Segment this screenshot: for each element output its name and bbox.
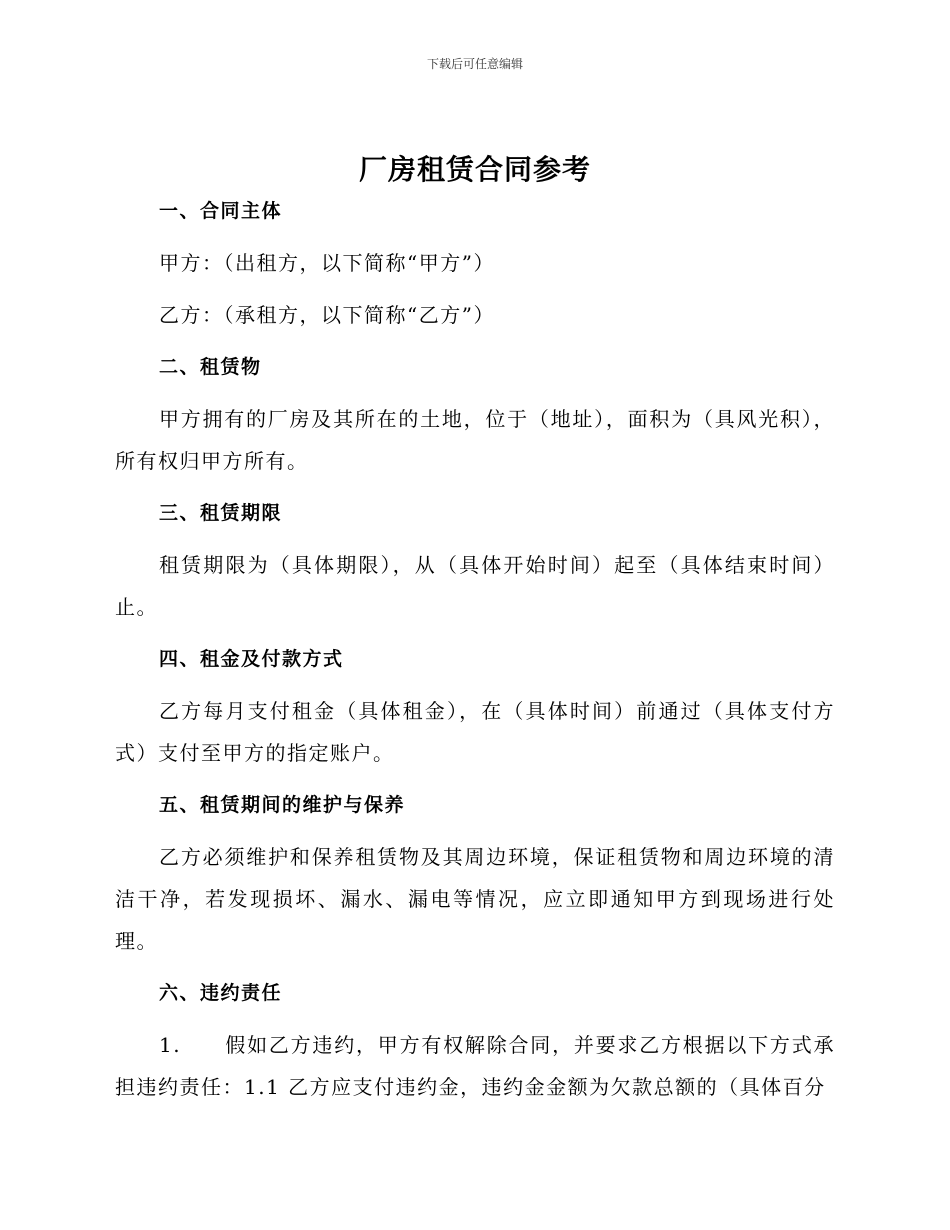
section-heading-liability: 六、违约责任: [159, 982, 283, 1004]
liability-item-1: [115, 1024, 835, 1108]
section-heading-lease-term: 三、租赁期限: [159, 502, 283, 524]
document-body: [115, 190, 835, 1118]
section-heading-leased-property: 二、租赁物: [159, 356, 262, 378]
liability-item-1-text: 假如乙方违约，甲方有权解除合同，并要求乙方根据以下方式承担违约责任：1.1 乙方应支付违约金，违约金金额为欠款总额的（具体百分: [115, 1033, 835, 1099]
lease-term-text: 租赁期限为（具体期限），从（具体开始时间）起至（具体结束时间）止。: [115, 553, 835, 619]
leased-property-text: 甲方拥有的厂房及其所在的土地，位于（地址），面积为（具风光积），所有权归甲方所有。: [115, 407, 835, 473]
rent-payment-text: 乙方每月支付租金（具体租金），在（具体时间）前通过（具体支付方式）支付至甲方的指定账户。: [115, 699, 835, 765]
liability-item-1-number: 1.: [159, 1033, 182, 1057]
document-title: 厂房租赁合同参考: [358, 153, 591, 186]
section-heading-contract-parties: 一、合同主体: [159, 200, 283, 222]
header-note: 下载后可任意编辑: [426, 57, 523, 71]
section-heading-maintenance: 五、租赁期间的维护与保养: [159, 794, 406, 816]
party-a-line: 甲方：（出租方，以下简称“甲方”）: [159, 251, 495, 275]
maintenance-text: 乙方必须维护和保养租赁物及其周边环境，保证租赁物和周边环境的清洁干净，若发现损坏、漏水、漏电等情况，应立即通知甲方到现场进行处理。: [115, 845, 835, 953]
section-heading-rent-payment: 四、租金及付款方式: [159, 648, 344, 670]
party-b-line: 乙方：（承租方，以下简称“乙方”）: [159, 303, 495, 327]
